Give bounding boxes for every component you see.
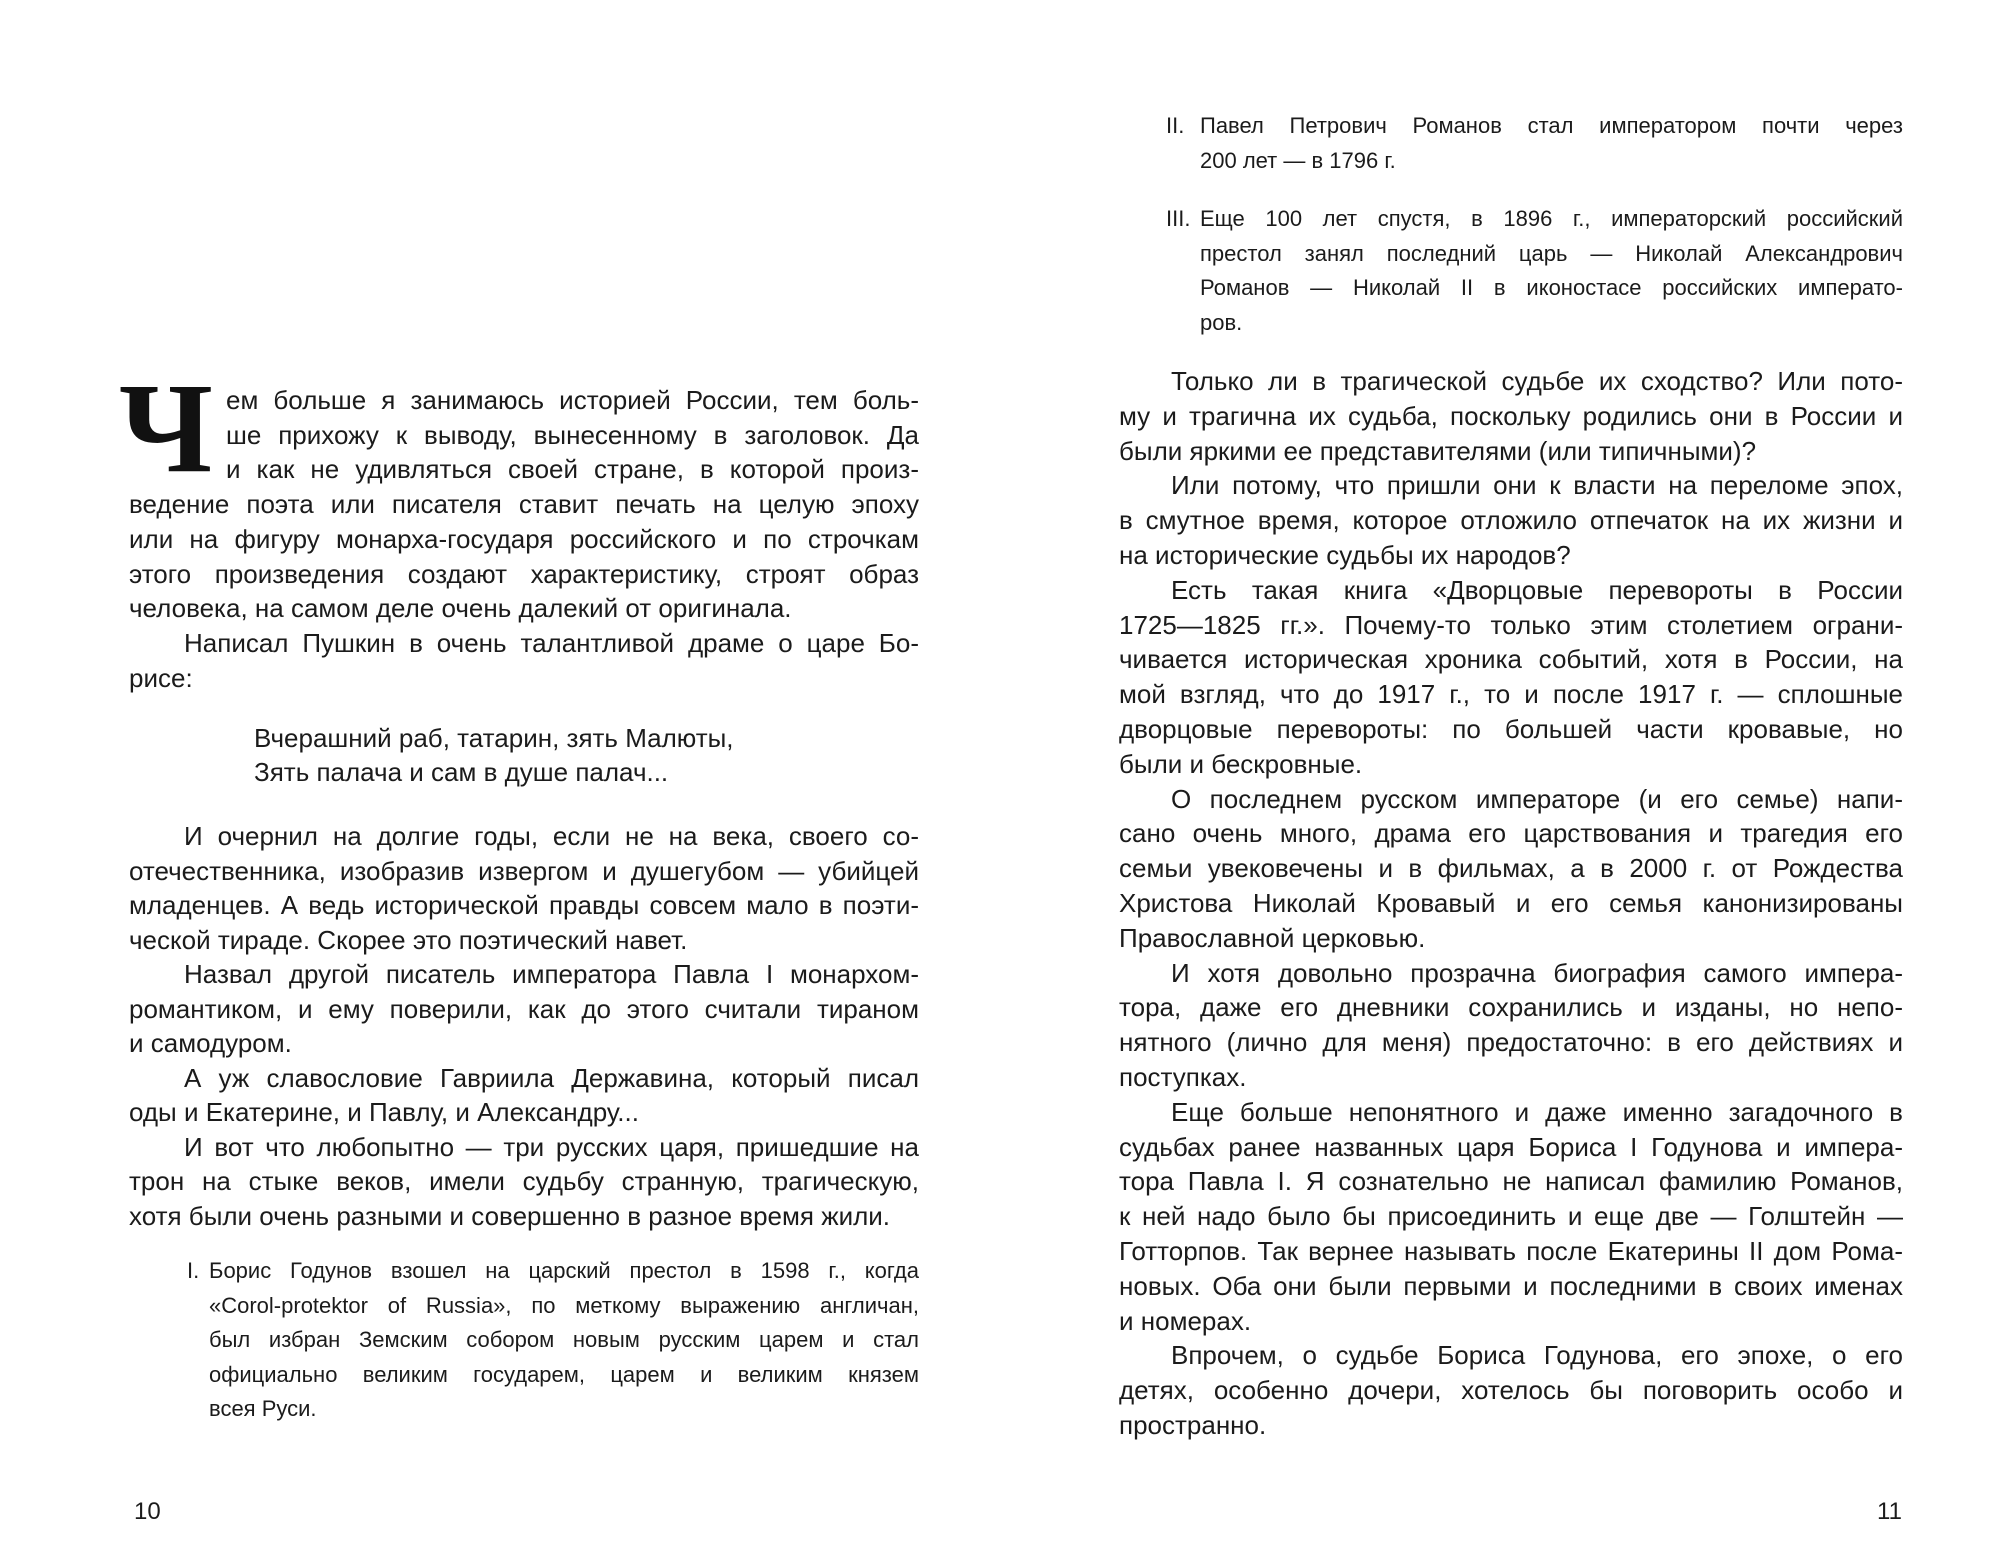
text-line: А уж славословие Гавриила Державина, который писал bbox=[184, 1062, 919, 1093]
text-line: был избран Земским собором новым русским царем и стал bbox=[209, 1327, 919, 1352]
paragraph bbox=[129, 1061, 919, 1130]
text-line: нятного (лично для меня) предостаточно: в его действиях и bbox=[1119, 1027, 1903, 1058]
text-line: Готторпов. Так вернее называть после Екатерины II дом Рома- bbox=[1119, 1235, 1903, 1266]
footnotes bbox=[187, 1254, 919, 1427]
text-line: этого произведения создают характеристику, строят образ bbox=[129, 558, 919, 589]
text-line: детях, особенно дочери, хотелось бы поговорить особо и bbox=[1119, 1375, 1903, 1406]
text-line: И хотя довольно прозрачна биография самого импера- bbox=[1171, 957, 1903, 988]
text-line: Или потому, что пришли они к власти на переломе эпох, bbox=[1171, 470, 1903, 501]
paragraph bbox=[129, 626, 919, 695]
text-line: тора, даже его дневники сохранились и изданы, но непо- bbox=[1119, 992, 1903, 1023]
text-line: официально великим государем, царем и великим князем bbox=[209, 1361, 919, 1387]
text-line: всея Руси. bbox=[209, 1396, 317, 1421]
text-line: Назвал другой писатель императора Павла I монархом- bbox=[184, 959, 919, 989]
text-line: романтиком, и ему поверили, как до этого считали тираном bbox=[129, 993, 919, 1024]
text-line: тора Павла I. Я сознательно не написал фамилию Романов, bbox=[1119, 1166, 1903, 1197]
text-line: рисе: bbox=[129, 662, 193, 693]
text-line: новых. Оба они были первыми и последними в своих именах bbox=[1119, 1270, 1903, 1301]
text-line: чивается историческая хроника событий, хотя в России, на bbox=[1119, 644, 1903, 675]
text-line: престол занял последний царь — Николай Александрович bbox=[1200, 240, 1903, 266]
text-line: Борис Годунов взошел на царский престол в 1598 г., когда bbox=[209, 1258, 919, 1283]
footnote bbox=[187, 1254, 919, 1427]
paragraph bbox=[1119, 573, 1903, 782]
text-line: к ней надо было бы присоединить и еще две — Голштейн — bbox=[1119, 1201, 1903, 1232]
text-line: О последнем русском императоре (и его семье) напи- bbox=[1171, 783, 1903, 814]
text-line: судьбах ранее названных царя Бориса I Годунова и импера- bbox=[1119, 1131, 1903, 1162]
text-line: в смутное время, которое отложило отпечаток на их жизни и bbox=[1119, 505, 1903, 536]
text-line: 1725—1825 гг.». Почему-то только этим столетием ограни- bbox=[1119, 609, 1903, 640]
body-text bbox=[129, 819, 919, 1233]
text-line: Еще 100 лет спустя, в 1896 г., императорский российский bbox=[1200, 206, 1903, 231]
text-line: трон на стыке веков, имели судьбу странную, трагическую, bbox=[129, 1166, 919, 1196]
footnote-number: II. bbox=[1166, 113, 1185, 138]
text-line: ческой тираде. Скорее это поэтический навет. bbox=[129, 924, 688, 955]
text-line: пространно. bbox=[1119, 1409, 1267, 1440]
paragraph bbox=[1119, 1095, 1903, 1339]
text-line: «Corol-protektor of Russia», по меткому выражению англичан, bbox=[209, 1292, 919, 1318]
text-line: дворцовые перевороты: по большей части кровавые, но bbox=[1119, 713, 1903, 744]
text-line: мой взгляд, что до 1917 г., то и после 1917 г. — сплошные bbox=[1119, 679, 1903, 710]
text-line: И вот что любопытно — три русских царя, пришедшие на bbox=[184, 1131, 919, 1162]
footnote bbox=[1166, 202, 1903, 340]
text-line: младенцев. А ведь исторической правды совсем мало в поэти- bbox=[129, 890, 919, 920]
paragraph bbox=[129, 383, 919, 626]
text-line: и номерах. bbox=[1119, 1305, 1252, 1336]
body-text bbox=[1119, 364, 1903, 1443]
paragraph bbox=[1119, 956, 1903, 1095]
paragraph bbox=[129, 1130, 919, 1234]
text-line: семьи увековечены и в фильмах, а в 2000 г. от Рождества bbox=[1119, 853, 1903, 884]
paragraph bbox=[1119, 782, 1903, 956]
text-line: Христова Николай Кровавый и его семья канонизированы bbox=[1119, 887, 1903, 918]
text-line: Только ли в трагической судьбе их сходство? Или пото- bbox=[1171, 366, 1903, 396]
poem-line: Зять палача и сам в душе палач... bbox=[254, 757, 669, 787]
drop-cap: Ч bbox=[119, 357, 213, 499]
text-line: Еще больше непонятного и даже именно загадочного в bbox=[1171, 1096, 1903, 1127]
text-line: и самодуром. bbox=[129, 1028, 292, 1058]
footnote-number: I. bbox=[187, 1258, 200, 1283]
text-line: Православной церковью. bbox=[1119, 922, 1426, 953]
text-line: ше прихожу к выводу, вынесенному в заголовок. Да bbox=[226, 419, 919, 450]
footnote-number: III. bbox=[1166, 206, 1191, 231]
text-line: или на фигуру монарха-государя российского и по строчкам bbox=[129, 523, 919, 554]
text-line: хотя были очень разными и совершенно в разное время жили. bbox=[129, 1200, 891, 1231]
footnote-text bbox=[209, 1254, 919, 1427]
text-line: на исторические судьбы их народов? bbox=[1119, 539, 1571, 570]
footnote-text bbox=[1200, 202, 1903, 340]
text-line: сано очень много, драма его царствования и трагедия его bbox=[1119, 818, 1903, 849]
poem-line: Вчерашний раб, татарин, зять Малюты, bbox=[254, 723, 734, 753]
text-line: поступках. bbox=[1119, 1061, 1247, 1092]
text-line: му и трагична их судьба, поскольку родились они в России и bbox=[1119, 400, 1903, 431]
paragraph bbox=[1119, 364, 1903, 468]
text-line: Есть такая книга «Дворцовые перевороты в России bbox=[1171, 574, 1903, 605]
paragraph bbox=[1119, 468, 1903, 572]
page-number: 11 bbox=[1877, 1498, 1902, 1525]
footnote bbox=[1166, 109, 1903, 178]
right-page bbox=[1000, 0, 2000, 1557]
paragraph bbox=[129, 957, 919, 1061]
paragraph bbox=[1119, 1338, 1903, 1442]
text-line: И очернил на долгие годы, если не на века, своего со- bbox=[184, 821, 919, 851]
footnotes bbox=[1166, 109, 1903, 340]
text-line: были и бескровные. bbox=[1119, 748, 1363, 779]
text-line: оды и Екатерине, и Павлу, и Александру... bbox=[129, 1097, 639, 1127]
intro-text bbox=[119, 357, 919, 695]
text-line: ведение поэта или писателя ставит печать на целую эпоху bbox=[129, 489, 919, 520]
text-line: человека, на самом деле очень далекий от оригинала. bbox=[129, 593, 792, 624]
poem-quote bbox=[254, 721, 854, 789]
text-line: и как не удивляться своей стране, в которой произ- bbox=[226, 454, 919, 485]
text-line: ем больше я занимаюсь историей России, тем боль- bbox=[226, 385, 919, 415]
text-line: отечественника, изобразив извергом и душегубом — убийцей bbox=[129, 855, 919, 886]
footnote-text bbox=[1200, 109, 1903, 178]
text-line: 200 лет — в 1796 г. bbox=[1200, 147, 1396, 173]
page-number: 10 bbox=[134, 1498, 161, 1525]
text-line: Написал Пушкин в очень талантливой драме о царе Бо- bbox=[184, 627, 919, 658]
text-line: Павел Петрович Романов стал императором почти через bbox=[1200, 113, 1903, 138]
paragraph bbox=[129, 819, 919, 957]
text-line: ров. bbox=[1200, 309, 1243, 335]
text-line: были яркими ее представителями (или типичными)? bbox=[1119, 435, 1757, 466]
text-line: Впрочем, о судьбе Бориса Годунова, его эпохе, о его bbox=[1171, 1340, 1903, 1371]
text-line: Романов — Николай II в иконостасе российских императо- bbox=[1200, 275, 1903, 300]
